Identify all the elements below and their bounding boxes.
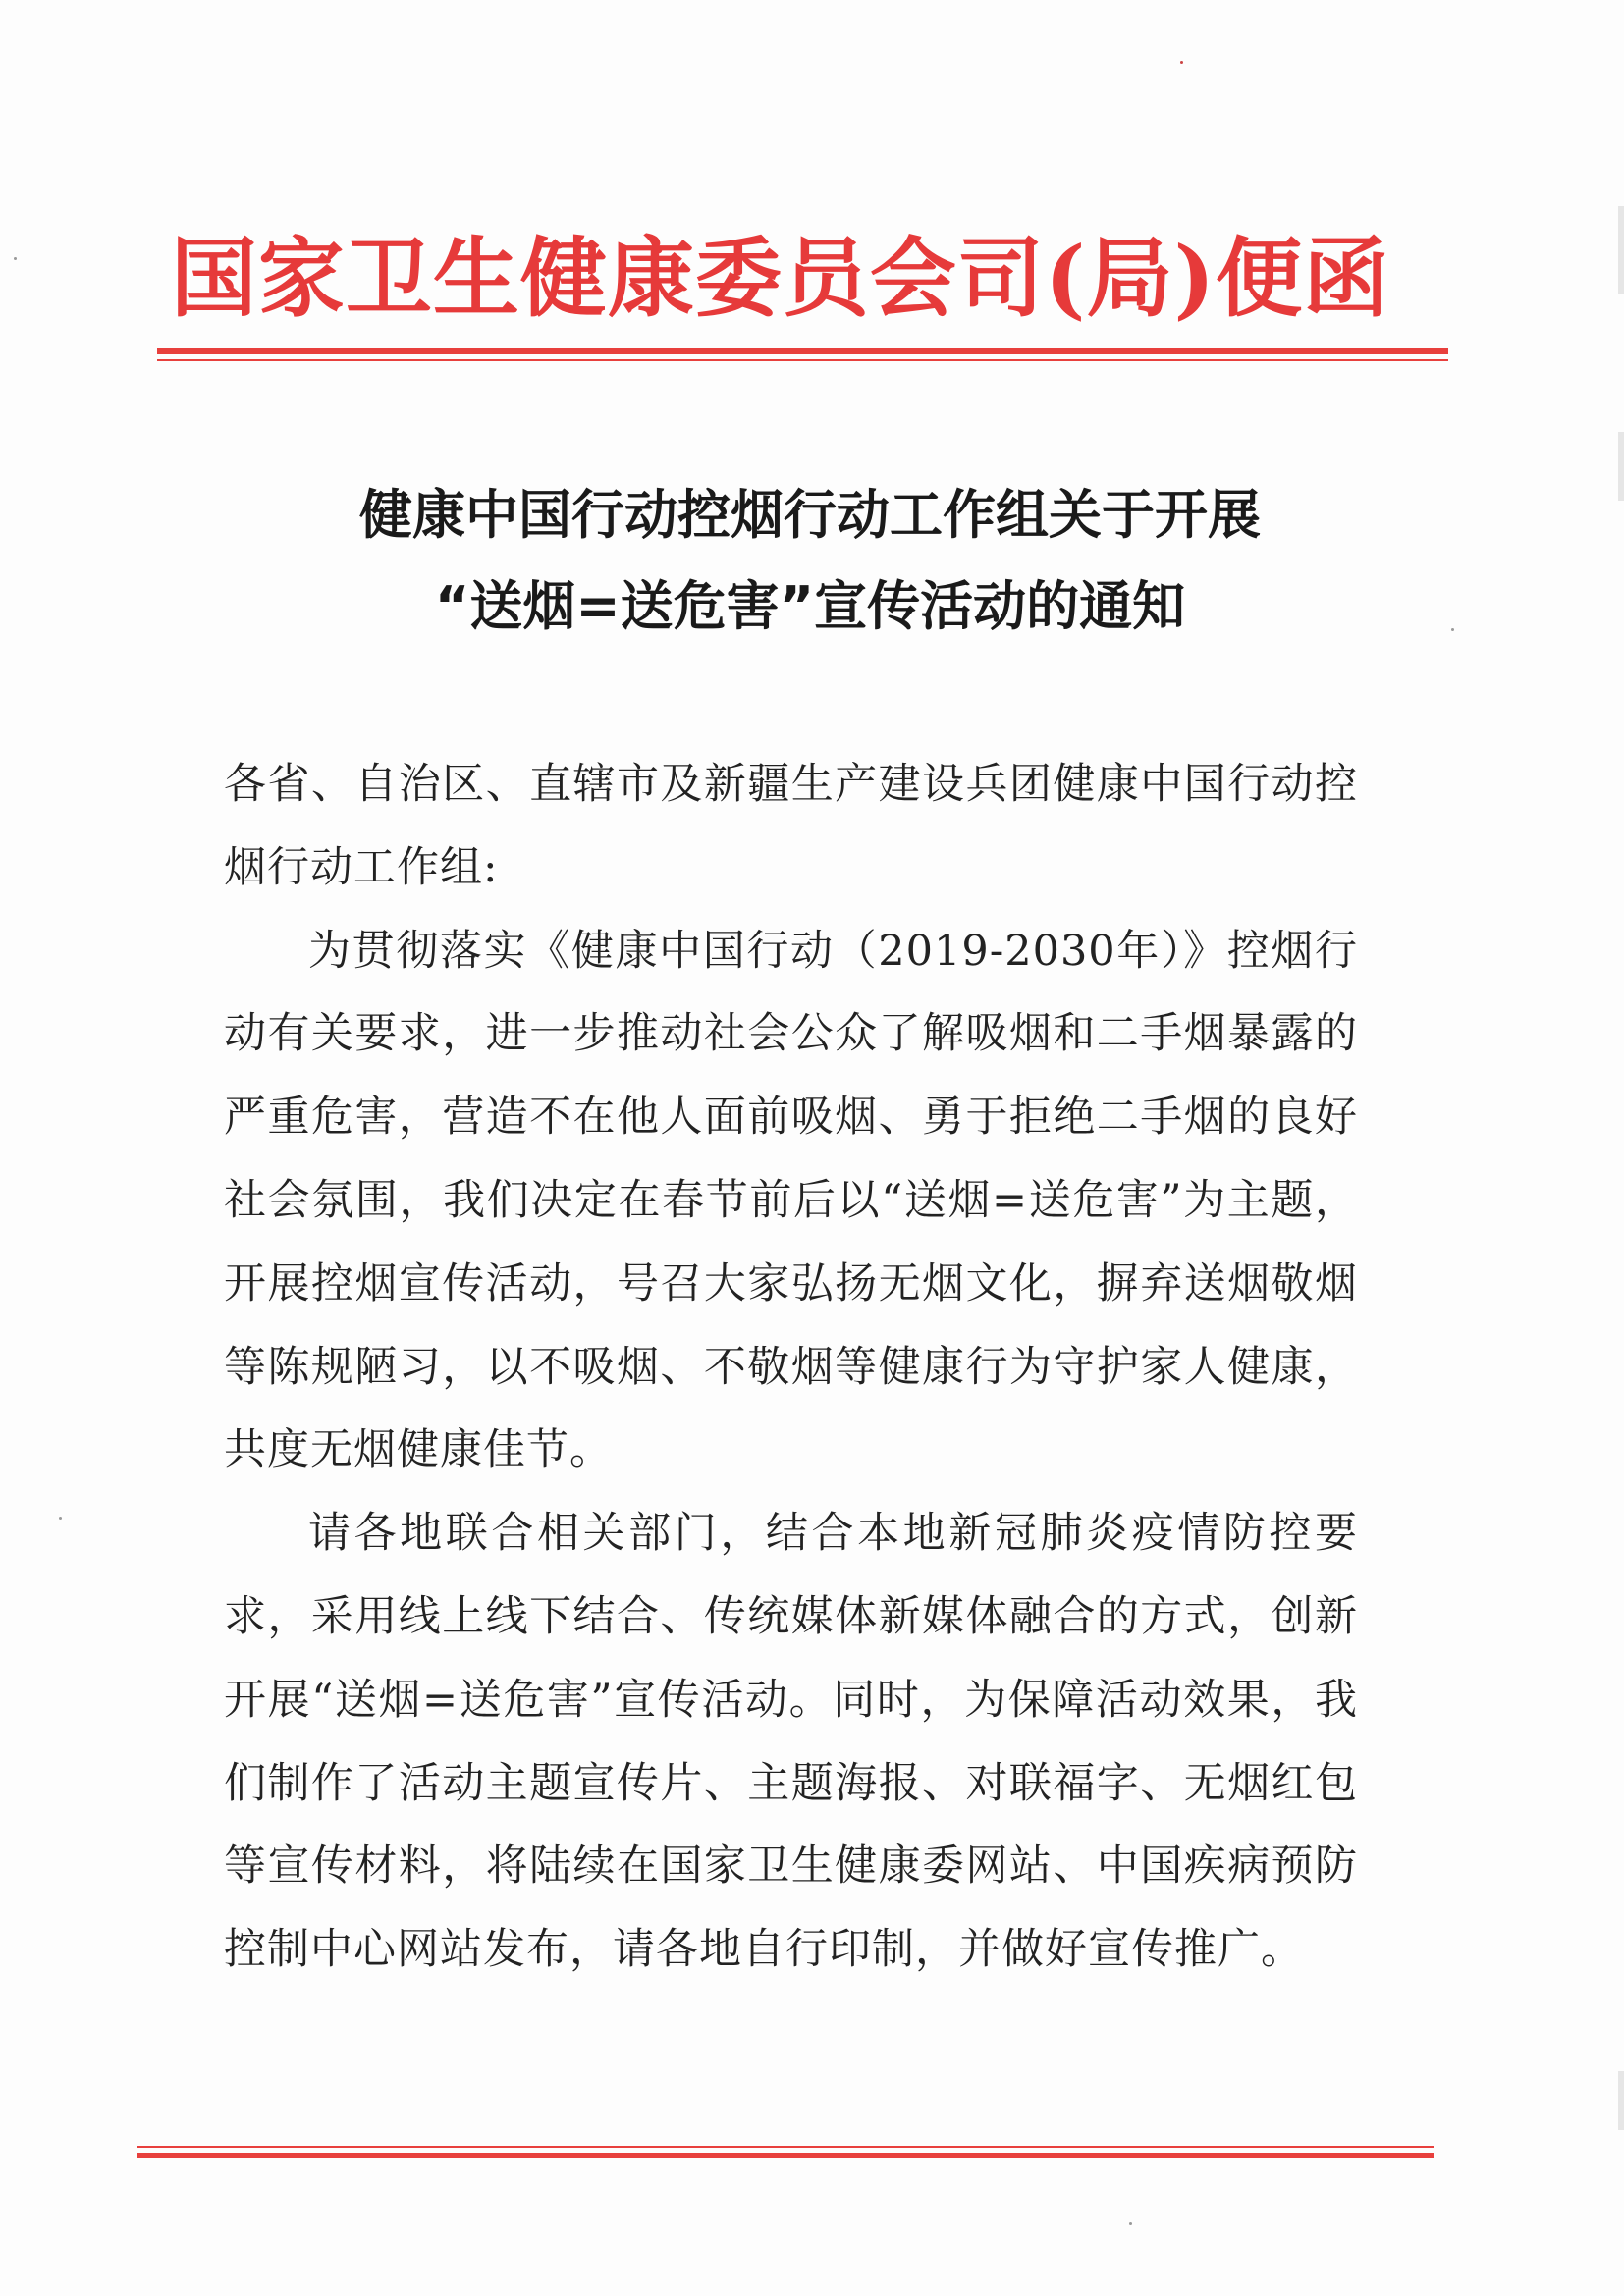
footer-rule-thin: [137, 2146, 1434, 2148]
letterhead-rule-thin: [157, 359, 1448, 361]
scan-edge-mark: [1618, 432, 1624, 501]
footer-rule-thick: [137, 2153, 1434, 2158]
document-title-line-1: 健康中国行动控烟行动工作组关于开展: [359, 484, 1261, 546]
body-paragraph-2: 请各地联合相关部门，结合本地新冠肺炎疫情防控要求，采用线上线下结合、传统媒体新媒体融合的方式，创新开展“送烟=送危害”宣传活动。同时，为保障活动效果，我们制作了活动主题宣传片、主题海报、对联福字、无烟红包等宣传材料，将陆续在国家卫生健康委网站、中国疾病预防控制中心网站发布，请各地自行印制，并做好宣传推广。: [224, 1509, 1358, 1975]
body-paragraph-1: 为贯彻落实《健康中国行动（2019-2030年）》控烟行动有关要求，进一步推动社会公众了解吸烟和二手烟暴露的严重危害，营造不在他人面前吸烟、勇于拒绝二手烟的良好社会氛围，我们决定在春节前后以“送烟=送危害”为主题，开展控烟宣传活动，号召大家弘扬无烟文化，摒弃送烟敬烟等陈规陋习，以不吸烟、不敬烟等健康行为守护家人健康，共度无烟健康佳节。: [224, 926, 1358, 1475]
letterhead-title: 国家卫生健康委员会司(局)便函: [170, 227, 1391, 329]
scan-speck: [14, 257, 17, 260]
scan-speck: [1180, 61, 1183, 64]
scan-speck: [1129, 2222, 1132, 2225]
letterhead-rule-thick: [157, 348, 1448, 354]
salutation: 各省、自治区、直辖市及新疆生产建设兵团健康中国行动控烟行动工作组:: [224, 760, 1358, 892]
scan-speck: [1451, 628, 1454, 631]
document-title-line-2: “送烟=送危害”宣传活动的通知: [434, 575, 1186, 637]
scan-edge-mark: [1618, 206, 1624, 294]
scan-speck: [59, 1517, 62, 1520]
scan-edge-mark: [1618, 2071, 1624, 2130]
document-body: [224, 743, 1358, 1992]
